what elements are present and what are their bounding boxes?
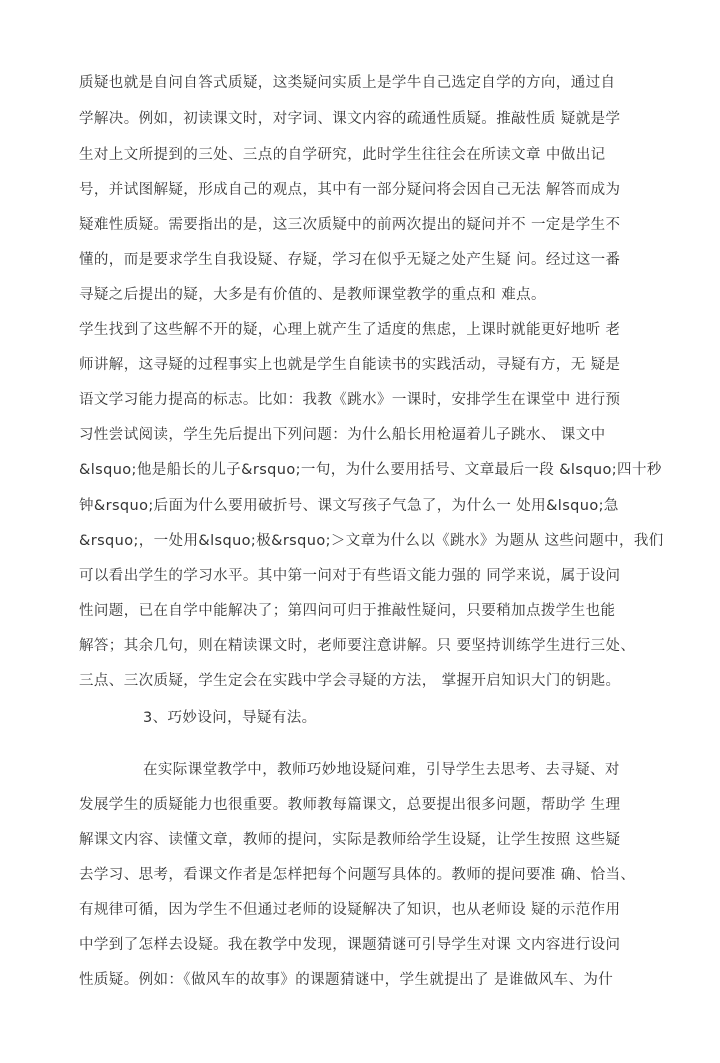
text-line: 质疑也就是自问自答式质疑，这类疑问实质上是学牛自己选定自学的方向，通过自: [79, 75, 616, 91]
section-heading: 3、巧妙设问，导疑有法。: [143, 710, 317, 726]
text-line: 在实际课堂教学中，教师巧妙地设疑问难，引导学生去思考、去寻疑、对: [143, 762, 620, 778]
text-line: 发展学生的质疑能力也很重要。教师教每篇课文，总要提出很多问题，帮助学 生理: [79, 797, 621, 813]
text-line: 习性尝试阅读，学生先后提出下列问题：为什么船长用枪逼着儿子跳水、 课文中: [79, 427, 606, 443]
text-line: 可以看出学生的学习水平。其中第一问对于有些语文能力强的 同学来说，属于设问: [79, 568, 621, 584]
text-line: 生对上文所提到的三处、三点的自学研究，此时学生往往会在所读文章 中做出记: [79, 147, 606, 163]
text-line: 号，并试图解疑，形成自己的观点，其中有一部分疑问将会因自己无法 解答而成为: [79, 182, 621, 198]
text-line: 有规律可循，因为学生不但通过老师的设疑解决了知识，也从老师设 疑的示范作用: [79, 902, 621, 918]
text-line: 钟&rsquo;后面为什么要用破折号、课文写孩子气急了，为什么一 处用&lsquo;急: [79, 498, 619, 514]
text-line: 中学到了怎样去设疑。我在教学中发现，课题猜谜可引导学生对课 文内容进行设问: [79, 937, 621, 953]
text-line: 师讲解，这寻疑的过程事实上也就是学生自能读书的实践活动，寻疑有方，无 疑是: [79, 357, 621, 373]
text-line: 三点、三次质疑，学生定会在实践中学会寻疑的方法， 掌握开启知识大门的钥匙。: [79, 673, 621, 689]
text-line: 解答；其余几句，则在精读课文时，老师要注意讲解。只 要坚持训练学生进行三处、: [79, 638, 636, 654]
text-line: 解课文内容、读懂文章，教师的提问，实际是教师给学生设疑，让学生按照 这些疑: [79, 832, 621, 848]
text-line: 去学习、思考，看课文作者是怎样把每个问题写具体的。教师的提问要准 确、恰当、: [79, 867, 636, 883]
text-line: 寻疑之后提出的疑，大多是有价值的、是教师课堂教学的重点和 难点。: [79, 287, 546, 303]
text-line: 学生找到了这些解不开的疑，心理上就产生了适度的焦虑，上课时就能更好地听 老: [79, 322, 621, 338]
text-line: 懂的，而是要求学生自我设疑、存疑，学习在似乎无疑之处产生疑 问。经过这一番: [79, 252, 621, 268]
text-line: &rsquo;，一处用&lsquo;极&rsquo;＞文章为什么以《跳水》为题从 这些问题中，我们: [79, 533, 664, 549]
text-line: 学解决。例如，初读课文时，对字词、课文内容的疏通性质疑。推敲性质 疑就是学: [79, 111, 621, 127]
text-line: 性质疑。例如：《做风车的故事》的课题猜谜中，学生就提出了 是谁做风车、为什: [79, 972, 614, 988]
text-line: &lsquo;他是船长的儿子&rsquo;一句，为什么要用括号、文章最后一段 &lsquo;四十秒: [79, 462, 662, 478]
text-line: 语文学习能力提高的标志。比如：我教《跳水》一课时，安排学生在课堂中 进行预: [79, 392, 621, 408]
text-line: 疑难性质疑。需要指出的是，这三次质疑中的前两次提出的疑问并不 一定是学生不: [79, 217, 621, 233]
text-line: 性问题，已在自学中能解决了；第四问可归于推敲性疑问，只要稍加点拨学生也能: [79, 603, 616, 619]
